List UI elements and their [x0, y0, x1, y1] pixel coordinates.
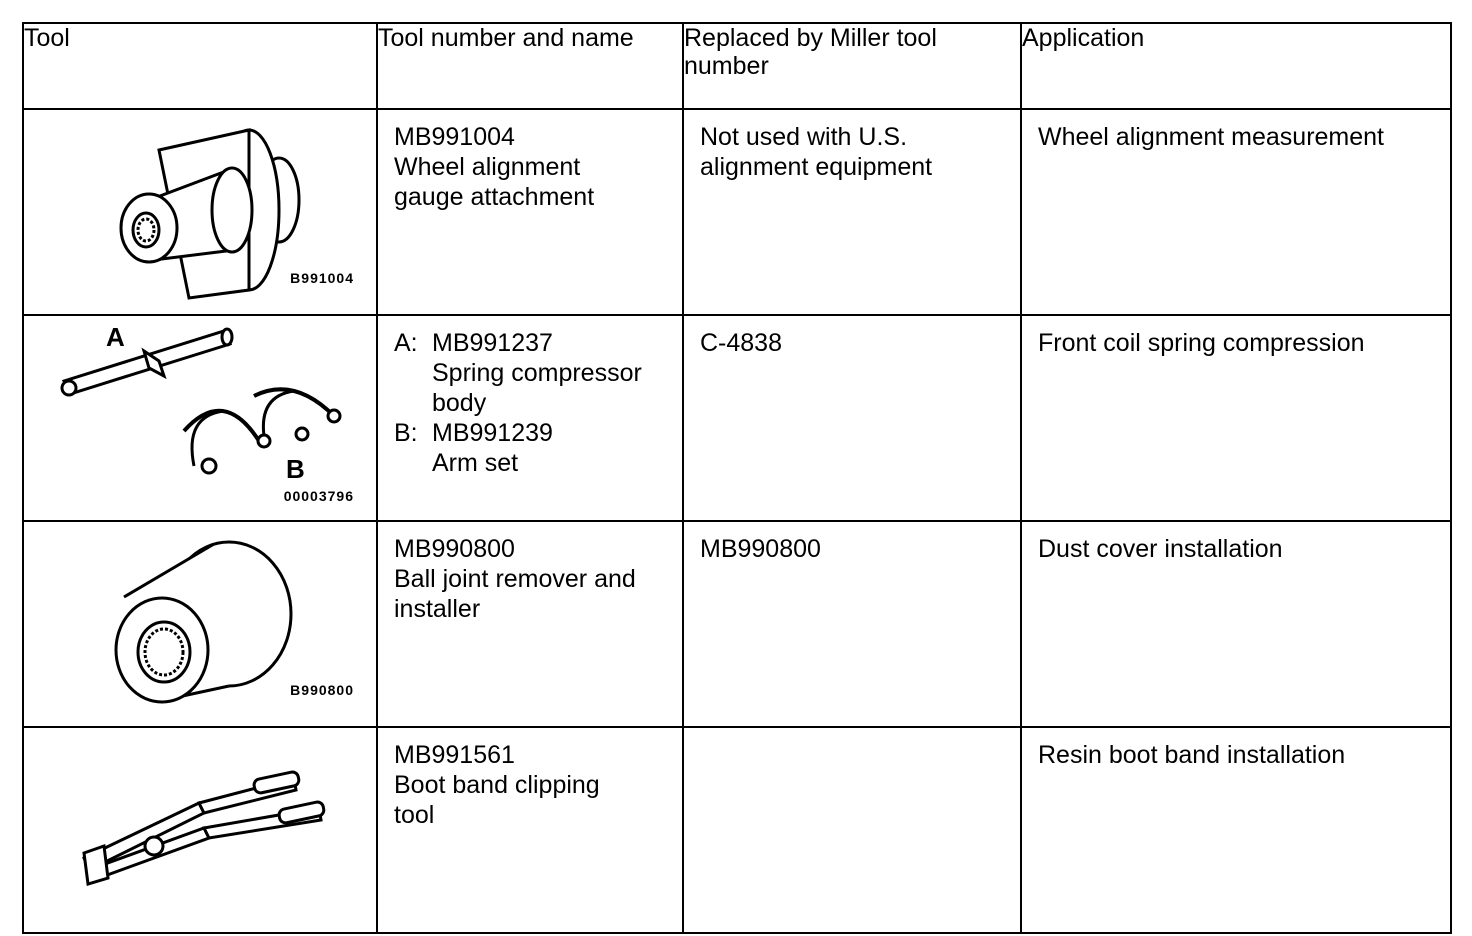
tool-item-a [394, 328, 682, 418]
application-cell [1021, 521, 1451, 727]
application-value: Dust cover installation [1038, 535, 1283, 563]
tool-number: MB991561 [394, 741, 515, 769]
illustration-code: B991004 [290, 270, 354, 286]
tool-number: MB991237 [432, 329, 553, 357]
boot-band-clipping-tool-drawing [24, 728, 378, 932]
tool-image-cell [23, 315, 377, 521]
label-a: A [106, 322, 125, 352]
tool-item-b [394, 418, 682, 478]
table-row [23, 521, 1451, 727]
application-value: Wheel alignment measurement [1038, 123, 1384, 151]
application-value: Front coil spring compression [1038, 329, 1365, 357]
replaced-cell [683, 109, 1021, 315]
header-row [23, 23, 1451, 109]
application-cell [1021, 109, 1451, 315]
application-value: Resin boot band installation [1038, 741, 1346, 769]
tool-number: MB991004 [394, 123, 515, 151]
tool-number: MB990800 [394, 535, 515, 563]
replaced-value: MB990800 [700, 535, 821, 563]
tool-number-cell [377, 521, 683, 727]
illustration-code: 00003796 [283, 488, 354, 504]
table-row [23, 109, 1451, 315]
application-cell [1021, 727, 1451, 933]
tool-name: Arm set [432, 449, 519, 477]
tool-number-cell [377, 109, 683, 315]
header-tool: Tool [23, 23, 377, 109]
tool-name: Boot band clipping tool [394, 771, 600, 829]
table-row [23, 727, 1451, 933]
header-tool-number: Tool number and name [377, 23, 683, 109]
label-b: B [286, 454, 305, 484]
replaced-cell [683, 521, 1021, 727]
replaced-value: Not used with U.S. alignment equipment [700, 123, 933, 181]
application-cell [1021, 315, 1451, 521]
tool-name: Wheel alignment gauge attachment [394, 153, 595, 211]
item-prefix: B: [394, 419, 418, 447]
replaced-value: C-4838 [700, 329, 782, 357]
tool-name: Ball joint remover and installer [394, 565, 636, 623]
replaced-cell [683, 727, 1021, 933]
header-replaced: Replaced by Miller tool number [683, 23, 1021, 109]
replaced-cell [683, 315, 1021, 521]
tool-image-cell [23, 727, 377, 933]
replaced-value [684, 728, 1020, 740]
header-application: Application [1021, 23, 1451, 109]
tool-number-cell [377, 315, 683, 521]
special-tools-table [22, 22, 1452, 934]
table-row [23, 315, 1451, 521]
tool-image-cell [23, 521, 377, 727]
tool-number-cell [377, 727, 683, 933]
tool-name: Spring compressor body [432, 359, 642, 417]
tool-image-cell [23, 109, 377, 315]
tool-number: MB991239 [432, 419, 553, 447]
item-prefix: A: [394, 329, 418, 357]
illustration-code: B990800 [290, 682, 354, 698]
